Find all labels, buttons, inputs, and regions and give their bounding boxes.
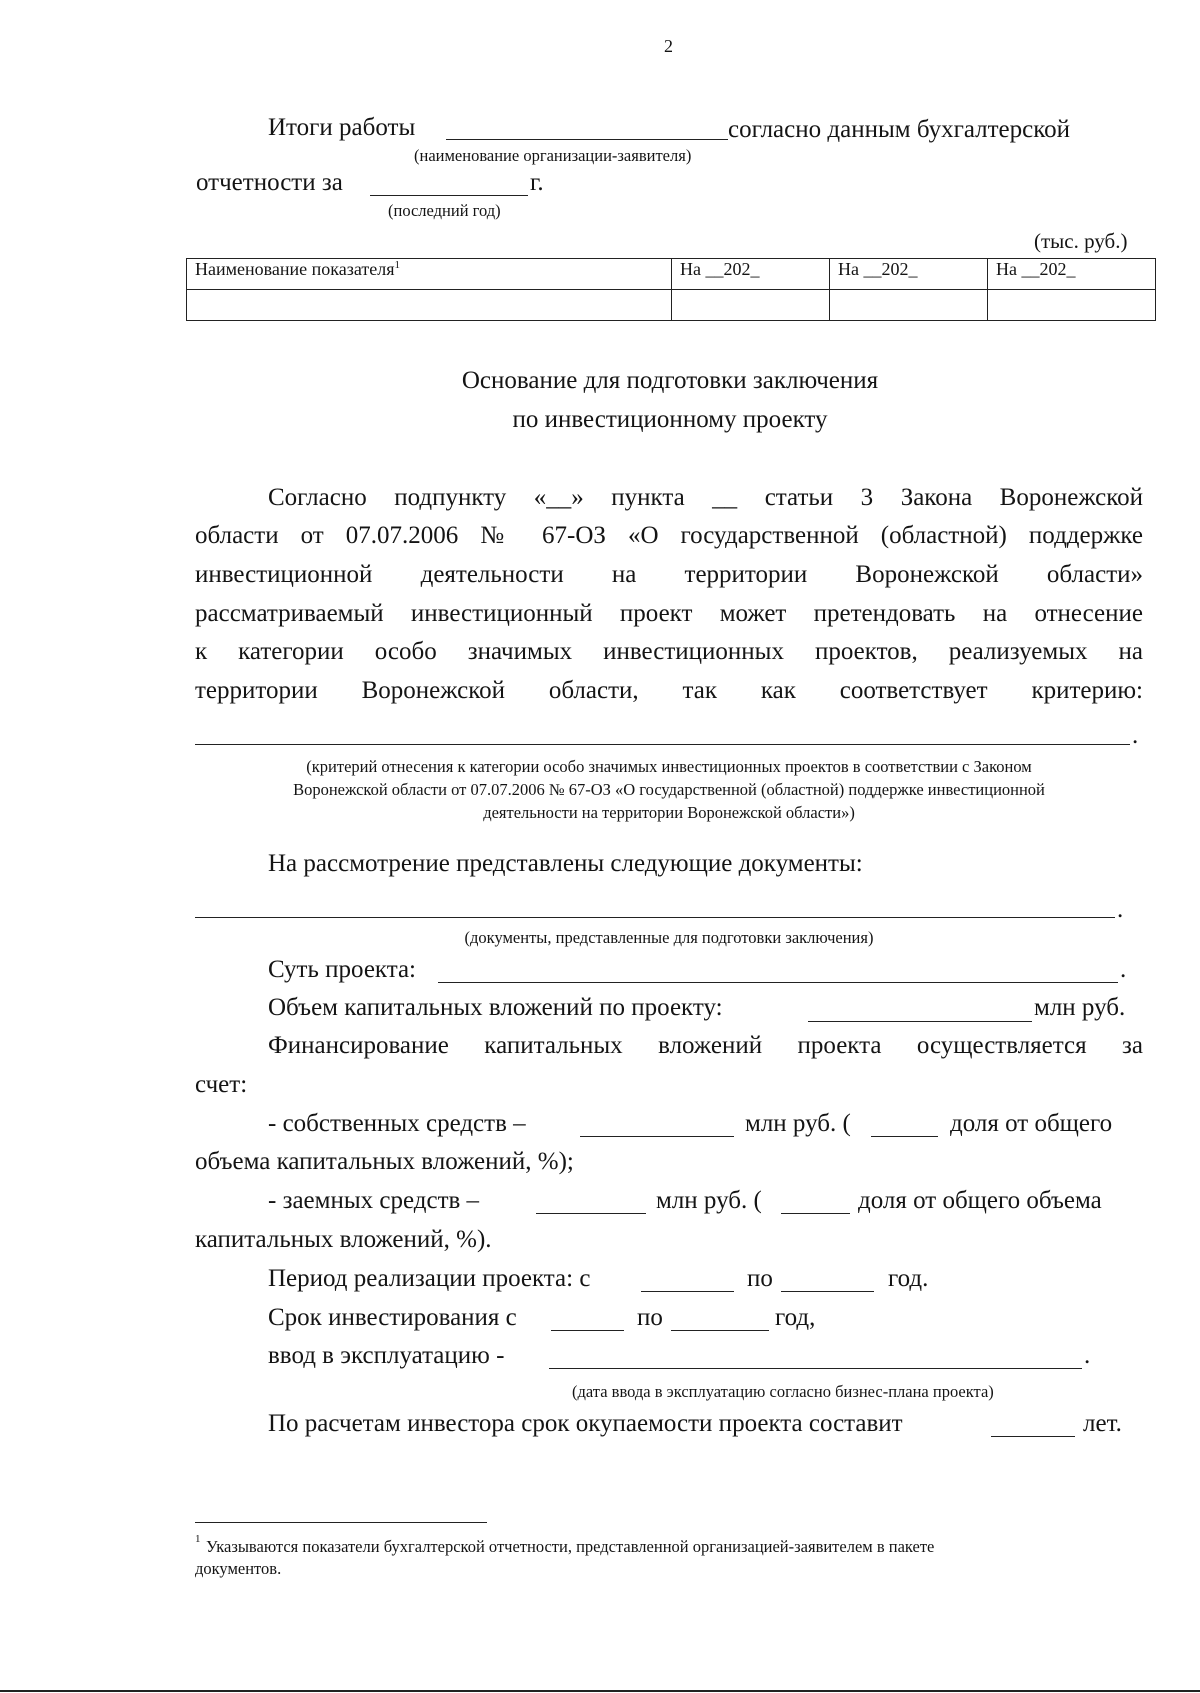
commission-caption: (дата ввода в эксплуатацию согласно бизнес-плана проекта): [572, 1382, 994, 1401]
own-unit: млн руб. (: [745, 1110, 851, 1137]
org-name-blank[interactable]: [446, 139, 728, 140]
page-bottom-rule: [0, 1690, 1200, 1692]
period-from-blank[interactable]: [641, 1291, 734, 1292]
period-to-blank[interactable]: [781, 1291, 874, 1292]
indicators-table: [186, 258, 1156, 321]
page-number: 2: [664, 36, 673, 56]
basis-line-2: области от 07.07.2006 № 67-ОЗ «О государственной (областной) поддержке: [195, 522, 1143, 549]
capex-unit: млн руб.: [1034, 994, 1126, 1021]
report-label: отчетности за: [196, 169, 343, 196]
capex-label: Объем капитальных вложений по проекту:: [268, 994, 723, 1021]
documents-end: .: [1117, 896, 1124, 923]
org-caption: (наименование организации-заявителя): [414, 146, 692, 165]
footnote-mark: 1: [195, 1533, 201, 1545]
basis-line-4: рассматриваемый инвестиционный проект может претендовать на отнесение: [195, 600, 1143, 627]
own-amount-blank[interactable]: [580, 1136, 734, 1137]
invest-from-blank[interactable]: [551, 1330, 624, 1331]
own-share: доля от общего: [950, 1110, 1113, 1137]
invest-suffix: год,: [775, 1304, 816, 1331]
basis-heading-line2: по инвестиционному проекту: [512, 406, 828, 433]
table-header-row: [187, 259, 1156, 290]
borrowed-unit: млн руб. (: [656, 1187, 762, 1214]
year-suffix: г.: [530, 169, 544, 196]
criterion-blank[interactable]: [195, 744, 1130, 745]
year-caption: (последний год): [388, 201, 501, 220]
commission-label: ввод в эксплуатацию -: [268, 1342, 505, 1369]
basis-heading-line1: Основание для подготовки заключения: [461, 367, 879, 394]
units-label: (тыс. руб.): [1034, 229, 1128, 253]
footnote-line-2: документов.: [195, 1559, 282, 1578]
period-to: по: [747, 1265, 773, 1292]
footnote-separator: [195, 1522, 487, 1523]
financing-line-2: счет:: [195, 1071, 248, 1098]
essence-label: Суть проекта:: [268, 956, 416, 983]
own-line-2: объема капитальных вложений, %);: [195, 1148, 574, 1175]
basis-line-6: территории Воронежской области, так как соответствует критерию:: [195, 677, 1143, 704]
invest-label: Срок инвестирования с: [268, 1304, 517, 1331]
criterion-caption-2: Воронежской области от 07.07.2006 № 67-ОЗ «О государственной (областной) поддержке инвестиционной: [293, 780, 1045, 799]
criterion-caption-1: (критерий отнесения к категории особо значимых инвестиционных проектов в соответствии с Законом: [306, 757, 1032, 776]
period-label: Период реализации проекта: с: [268, 1265, 591, 1292]
payback-suffix: лет.: [1083, 1410, 1122, 1437]
table-cell[interactable]: [988, 290, 1156, 321]
borrowed-line-2: капитальных вложений, %).: [195, 1226, 492, 1253]
invest-to: по: [637, 1304, 663, 1331]
invest-to-blank[interactable]: [671, 1330, 769, 1331]
period-suffix: год.: [888, 1265, 929, 1292]
summary-according: согласно данным бухгалтерской: [728, 116, 1071, 143]
borrowed-amount-blank[interactable]: [536, 1213, 646, 1214]
essence-blank[interactable]: [438, 982, 1118, 983]
payback-blank[interactable]: [991, 1436, 1075, 1437]
documents-blank[interactable]: [195, 917, 1115, 918]
essence-end: .: [1120, 956, 1127, 983]
capex-blank[interactable]: [808, 1021, 1032, 1022]
documents-caption: (документы, представленные для подготовки заключения): [464, 928, 874, 947]
criterion-caption-3: деятельности на территории Воронежской области»): [483, 803, 855, 822]
basis-line-3: инвестиционной деятельности на территории Воронежской области»: [195, 561, 1143, 588]
borrowed-prefix: - заемных средств –: [268, 1187, 480, 1214]
criterion-end: .: [1132, 722, 1139, 749]
borrowed-share-blank[interactable]: [781, 1213, 850, 1214]
header-indicator: Наименование показателя$^1$: [187, 259, 672, 290]
year-blank[interactable]: [370, 195, 528, 196]
borrowed-share: доля от общего объема: [858, 1187, 1102, 1214]
header-period-1: На __202_: [672, 259, 830, 290]
documents-label: На рассмотрение представлены следующие документы:: [268, 850, 863, 877]
commission-blank[interactable]: [549, 1368, 1082, 1369]
header-period-2: На __202_: [830, 259, 988, 290]
basis-line-5: к категории особо значимых инвестиционных проектов, реализуемых на: [195, 638, 1143, 665]
header-period-3: На __202_: [988, 259, 1156, 290]
own-prefix: - собственных средств –: [268, 1110, 526, 1137]
commission-end: .: [1084, 1342, 1091, 1369]
footnote-line-1: Указываются показатели бухгалтерской отчетности, представленной организацией-заявителем в пакете: [206, 1537, 935, 1556]
own-share-blank[interactable]: [871, 1136, 938, 1137]
financing-line-1: Финансирование капитальных вложений проекта осуществляется за: [268, 1032, 1143, 1059]
table-cell[interactable]: [830, 290, 988, 321]
table-cell[interactable]: [187, 290, 672, 321]
summary-label: Итоги работы: [268, 114, 416, 141]
payback-label: По расчетам инвестора срок окупаемости проекта составит: [268, 1410, 903, 1437]
table-cell[interactable]: [672, 290, 830, 321]
basis-line-1: Согласно подпункту «__» пункта __ статьи 3 Закона Воронежской: [268, 484, 1143, 511]
table-row: [187, 290, 1156, 321]
